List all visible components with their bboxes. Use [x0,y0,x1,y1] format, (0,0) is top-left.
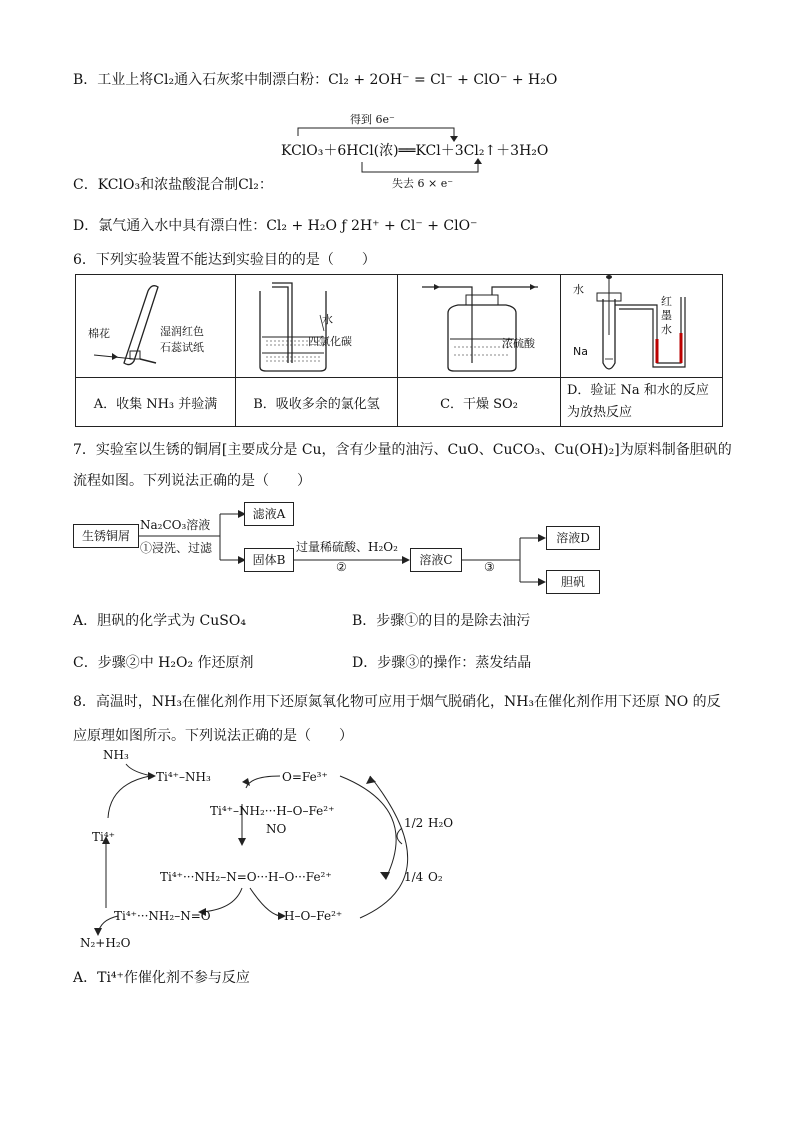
flow-rusty-copper: 生锈铜屑 [73,524,139,548]
cotton-label: 棉花 [88,327,110,340]
water-label: 水 [322,313,333,326]
flow-filtrate-a: 滤液A [244,502,294,526]
q7-option-a: A．胆矾的化学式为 CuSO₄ [73,613,246,629]
flow-step-1: ①浸洗、过滤 [140,541,213,555]
apparatus-b [236,275,398,378]
kclo3-equation: KClO₃＋6HCl(浓)══KCl＋3Cl₂↑＋3H₂O [281,143,549,159]
q7-stem-1: 7．实验室以生锈的铜屑[主要成分是 Cu，含有少量的油污、CuO、CuCO₃、Cu(OH)₂]为原料制备胆矾的 [73,442,732,458]
q8-option-a: A．Ti⁴⁺作催化剂不参与反应 [73,970,250,986]
cycle-no-in: NO [266,822,287,836]
caption-d-line1: D．验证 Na 和水的反应 [567,383,709,398]
cycle-h2o-coef: 1/2 [404,816,424,830]
cycle-fe2: H–O–Fe²⁺ [284,909,343,923]
cycle-fe3: O=Fe³⁺ [282,770,328,784]
d-water-label: 水 [573,283,584,296]
red-ink-label-1: 红 [661,295,672,308]
q5-option-b: B．工业上将Cl₂通入石灰浆中制漂白粉：Cl₂ + 2OH⁻ = Cl⁻ + ClO⁻ + H₂O [73,72,558,88]
q6-stem: 6．下列实验装置不能达到实验目的的是（ ） [73,252,376,268]
electron-lose-label: 失去 6 × e⁻ [392,177,454,190]
flow-step-2: ② [336,560,347,574]
flow-reagent-2: 过量稀硫酸、H₂O₂ [296,540,398,554]
cycle-products: N₂+H₂O [80,936,131,950]
red-ink-label-3: 水 [661,323,672,336]
q8-stem-2: 应原理如图所示。下列说法正确的是（ ） [73,728,353,744]
q6-apparatus-table [75,274,723,427]
litmus-label-1: 湿润红色 [160,325,204,338]
caption-d-line2: 为放热反应 [567,405,633,420]
apparatus-d [561,275,723,378]
cycle-species-2: Ti⁴⁺–NH₂···H–O–Fe²⁺ [210,804,335,818]
flow-solution-c: 溶液C [410,548,462,572]
q7-stem-2: 流程如图。下列说法正确的是（ ） [73,473,311,489]
electron-gain-label: 得到 6e⁻ [350,113,395,126]
q7-option-d: D．步骤③的操作：蒸发结晶 [352,655,532,671]
q5-option-d: D．氯气通入水中具有漂白性：Cl₂ + H₂O ƒ 2H⁺ + Cl⁻ + ClO⁻ [73,218,478,234]
cycle-o2-coef: 1/4 [404,870,424,884]
cycle-nh3-in: NH₃ [103,748,129,762]
sodium-label: Na [573,345,588,358]
caption-d [561,378,723,427]
q8-stem-1: 8．高温时，NH₃在催化剂作用下还原氮氧化物可应用于烟气脱硝化，NH₃在催化剂作用下还原 NO 的反 [73,694,721,710]
q7-option-b: B．步骤①的目的是除去油污 [352,613,531,629]
cycle-species-1: Ti⁴⁺–NH₃ [156,770,211,784]
litmus-label-2: 石蕊试纸 [160,341,204,354]
flow-step-3: ③ [484,560,495,574]
catalytic-cycle-arrows [70,748,490,958]
apparatus-a [76,275,236,378]
apparatus-c [398,275,561,378]
caption-c: C．干燥 SO₂ [398,378,561,427]
cycle-h2o: H₂O [428,816,454,830]
q7-option-c: C．步骤②中 H₂O₂ 作还原剂 [73,655,254,671]
ccl4-label: 四氯化碳 [308,335,352,348]
flow-solid-b: 固体B [244,548,294,572]
cycle-o2: O₂ [428,870,443,884]
caption-a: A．收集 NH₃ 并验满 [76,378,236,427]
cycle-species-4: Ti⁴⁺···NH₂–N=O [114,909,211,923]
cycle-ti: Ti⁴⁺ [92,830,115,844]
q5-option-c: C．KClO₃和浓盐酸混合制Cl₂： [73,177,273,193]
red-ink-label-2: 墨 [661,309,672,322]
cycle-species-3: Ti⁴⁺···NH₂–N=O···H–O···Fe²⁺ [160,870,332,884]
caption-b: B．吸收多余的氯化氢 [236,378,398,427]
acid-label: 浓硫酸 [502,337,535,350]
flow-solution-d: 溶液D [546,526,600,550]
flow-reagent-1: Na₂CO₃溶液 [140,518,211,532]
flow-blue-vitriol: 胆矾 [546,570,600,594]
